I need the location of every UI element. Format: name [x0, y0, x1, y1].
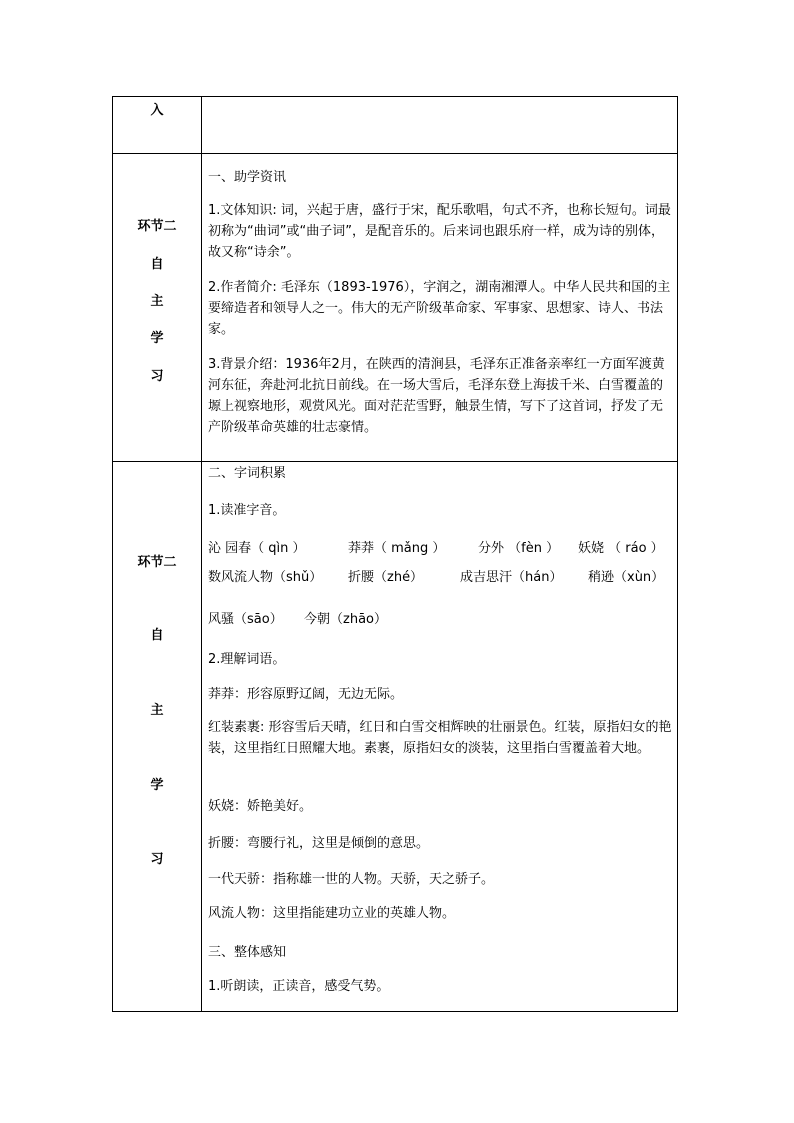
- pinyin-row: [208, 609, 674, 630]
- pinyin-row: [208, 538, 674, 559]
- stage-char: 学: [150, 331, 164, 346]
- definition: 折腰：弯腰行礼，这里是倾倒的意思。: [208, 836, 430, 851]
- paragraph-background: 3.背景介绍：1936年2月，在陕西的清涧县，毛泽东正准备亲率红一方面军渡黄河东征，奔赴河北抗日前线。在一场大雪后，毛泽东登上海拔千米、白雪覆盖的塬上视察地形，观赏风光。面对茫茫雪野，触景生情，写下了这首词，抒发了无产阶级革命英雄的壮志豪情。: [208, 357, 665, 435]
- pinyin-row: [208, 567, 674, 588]
- column-divider: [201, 97, 202, 1011]
- row-divider: [113, 153, 677, 154]
- subheading-vocabulary: 2.理解词语。: [208, 652, 286, 667]
- pinyin-item: 数风流人物（shǔ）: [208, 570, 323, 585]
- definition: 莽莽：形容原野辽阔，无边无际。: [208, 687, 404, 702]
- definition: 妖娆：娇艳美好。: [208, 799, 313, 814]
- pinyin-item: 成吉思汗（hán）: [460, 570, 563, 585]
- stage-label: 环节二: [137, 219, 177, 234]
- section-heading: 三、整体感知: [208, 945, 287, 960]
- stage-char: 自: [150, 628, 164, 643]
- pinyin-item: 分外 （fèn ）: [478, 541, 560, 556]
- stage-char: 主: [150, 294, 164, 309]
- pinyin-item: 妖娆 （ ráo ）: [578, 541, 664, 556]
- definition: 红装素裹: 形容雪后天晴，红日和白雪交相辉映的壮丽景色。红装，原指妇女的艳装，这里指红日照耀大地。素裹，原指妇女的淡装，这里指白雪覆盖着大地。: [208, 720, 672, 756]
- paragraph-author: 2.作者简介: 毛泽东（1893-1976），字润之，湖南湘潭人。中华人民共和国的主要缔造者和领导人之一。伟大的无产阶级革命家、军事家、思想家、诗人、书法家。: [208, 280, 671, 337]
- stage-char: 习: [150, 852, 164, 867]
- stage-label: 环节二: [137, 555, 177, 570]
- subheading-listening: 1.听朗读，正读音，感受气势。: [208, 979, 390, 994]
- definition: 一代天骄：指称雄一世的人物。天骄，天之骄子。: [208, 872, 495, 887]
- stage-char: 学: [150, 778, 164, 793]
- pinyin-item: 稍逊（xùn）: [588, 570, 665, 585]
- pinyin-item: 风骚（sāo）: [208, 612, 283, 627]
- pinyin-item: 今朝（zhāo）: [304, 612, 387, 627]
- pinyin-item: 莽莽（ mǎng ）: [348, 541, 446, 556]
- stage-char: 习: [150, 369, 164, 384]
- row-label: 入: [150, 103, 164, 118]
- stage-char: 自: [150, 257, 164, 272]
- stage-char: 主: [150, 703, 164, 718]
- pinyin-item: 折腰（zhé）: [348, 570, 424, 585]
- subheading-pronunciation: 1.读准字音。: [208, 503, 286, 518]
- lesson-table: [112, 96, 678, 1012]
- section-heading: 二、字词积累: [208, 466, 287, 481]
- paragraph-genre: 1.文体知识: 词，兴起于唐，盛行于宋，配乐歌唱，句式不齐，也称长短句。词最初称为“曲词”或“曲子词”，是配音乐的。后来词也跟乐府一样，成为诗的别体，故又称“诗余”。: [208, 203, 671, 260]
- section-heading: 一、助学资讯: [208, 170, 287, 185]
- pinyin-item: 沁 园春（ qìn ）: [208, 541, 306, 556]
- row-divider: [113, 461, 677, 462]
- definition: 风流人物：这里指能建功立业的英雄人物。: [208, 906, 456, 921]
